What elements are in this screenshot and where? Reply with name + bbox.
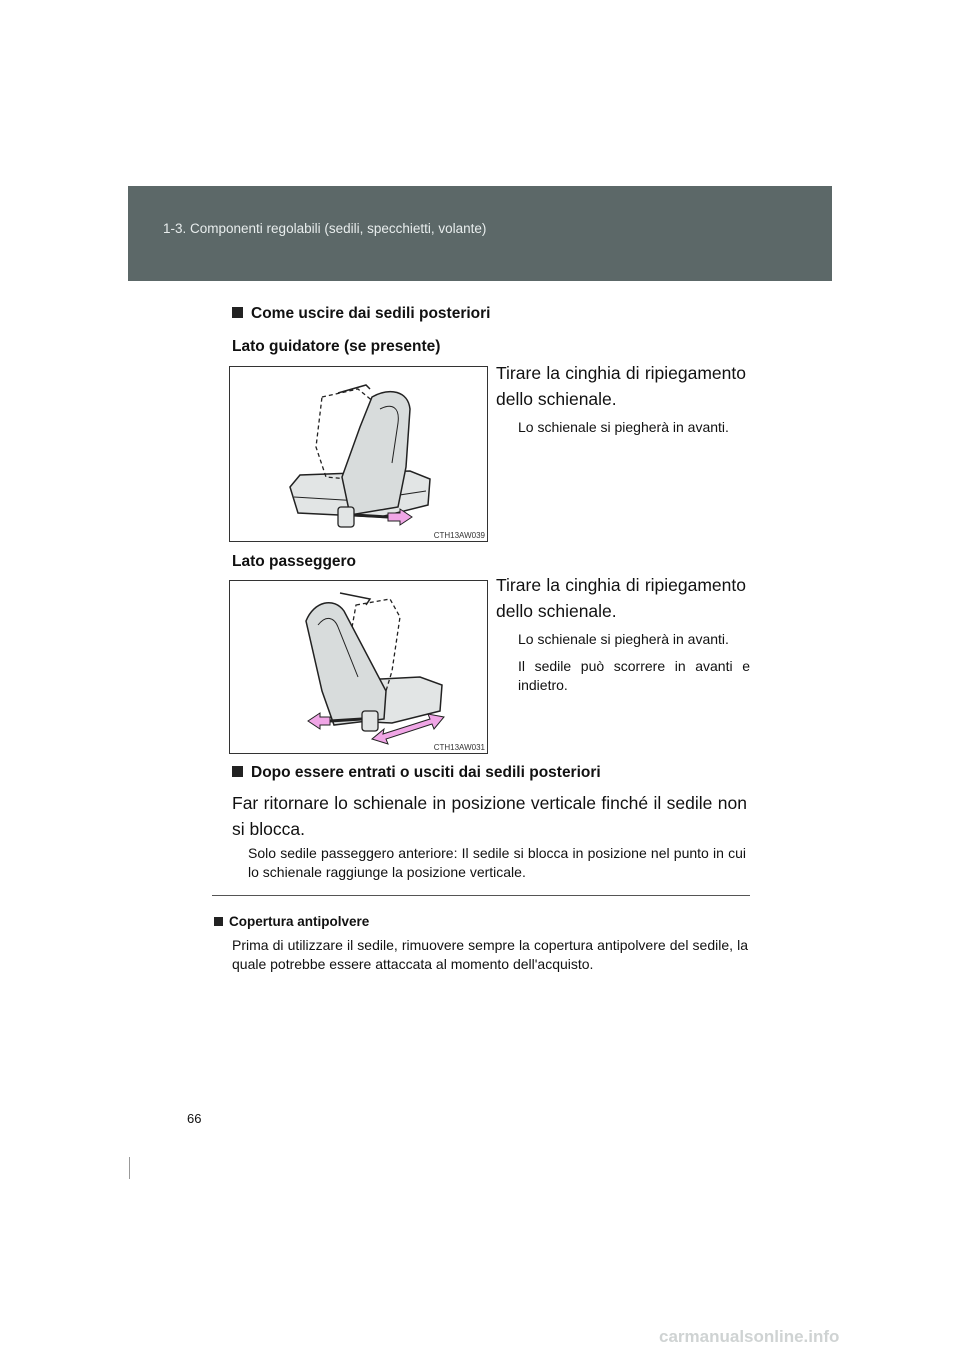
- section2-body: Far ritornare lo schienale in posizione verticale finché il sedile non si blocca.: [232, 793, 747, 839]
- section1-title: Come uscire dai sedili posteriori: [251, 305, 491, 322]
- figure-passenger-code: CTH13AW031: [433, 743, 485, 752]
- square-bullet-icon: [214, 917, 223, 926]
- margin-mark: [129, 1157, 130, 1179]
- passenger-instruction: Tirare la cinghia di ripiegamento dello schienale.: [496, 575, 746, 621]
- passenger-note-1: Lo schienale si piegherà in avanti.: [518, 631, 729, 647]
- passenger-seat-illustration: [230, 581, 487, 753]
- divider: [212, 895, 750, 896]
- section2-note: Solo sedile passeggero anteriore: Il sedile si blocca in posizione nel punto in cui lo schienale raggiunge la posizione verticale.: [248, 845, 746, 880]
- figure-passenger-seat: [229, 580, 488, 754]
- section2-heading: [232, 764, 601, 782]
- figure-driver-seat: [229, 366, 488, 542]
- square-bullet-icon: [232, 307, 243, 318]
- section2-title: Dopo essere entrati o usciti dai sedili posteriori: [251, 764, 601, 781]
- passenger-side-label: Lato passeggero: [232, 553, 357, 570]
- passenger-note-2: Il sedile può scorrere in avanti e indietro.: [518, 658, 750, 693]
- watermark: carmanualsonline.info: [659, 1327, 840, 1346]
- driver-seat-illustration: [230, 367, 487, 541]
- section3-title: Copertura antipolvere: [229, 914, 370, 929]
- driver-note: Lo schienale si piegherà in avanti.: [518, 419, 729, 435]
- square-bullet-icon: [232, 766, 243, 777]
- section3-body: Prima di utilizzare il sedile, rimuovere sempre la copertura antipolvere del sedile, la quale potrebbe essere attaccata al momento dell'acquisto.: [232, 937, 748, 972]
- page-number: 66: [187, 1111, 202, 1126]
- section3-heading: [214, 914, 369, 929]
- section1-heading: [232, 305, 490, 323]
- driver-instruction: Tirare la cinghia di ripiegamento dello schienale.: [496, 363, 746, 409]
- figure-driver-code: CTH13AW039: [433, 531, 485, 540]
- driver-side-label: Lato guidatore (se presente): [232, 338, 441, 355]
- section-header: 1-3. Componenti regolabili (sedili, specchietti, volante): [163, 221, 487, 236]
